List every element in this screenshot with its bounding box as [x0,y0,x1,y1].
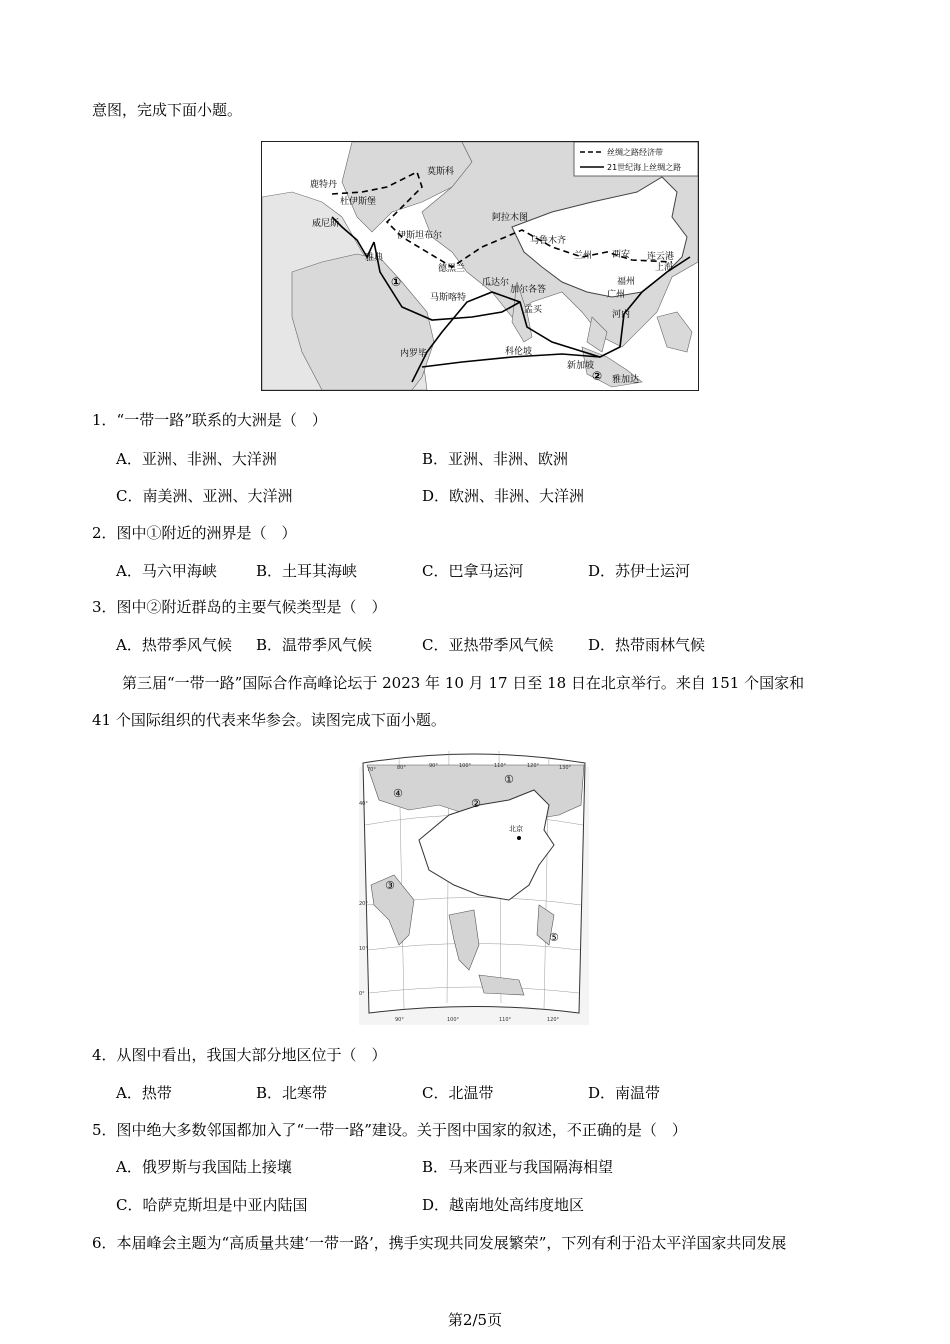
city-label: 鹿特丹 [310,180,338,190]
svg-text:90°: 90° [429,763,438,769]
belt-and-road-map [261,141,699,391]
q3-option-b[interactable]: B．温带季风气候 [256,636,373,654]
question-6-stem: 本届峰会主题为“高质量共建‘一带一路’，携手实现共同发展繁荣”，下列有利于沿太平洋国家共同发展 [116,1234,787,1252]
question-2-stem: 图中①附近的洲界是（ ） [116,524,297,542]
city-label: 孟买 [524,305,543,315]
city-label: 威尼斯 [312,219,340,229]
city-label: 福州 [617,277,636,287]
city-label: 连云港 [647,252,675,262]
city-label: 德黑兰 [438,264,466,274]
q2-option-a[interactable]: A．马六甲海峡 [116,562,217,580]
q1-option-d[interactable]: D．欧洲、非洲、大洋洲 [422,487,585,505]
q3-option-d[interactable]: D．热带雨林气候 [588,636,706,654]
q2-option-c[interactable]: C．巴拿马运河 [422,562,524,580]
question-4-stem: 从图中看出，我国大部分地区位于（ ） [116,1046,387,1064]
marker-1: ① [391,275,402,289]
asia-map [359,745,589,1025]
svg-text:120°: 120° [547,1017,560,1023]
city-label: 河内 [612,310,631,320]
passage-line-1: 第三届“一带一路”国际合作高峰论坛于 2023 年 10 月 17 日至 18 日在北京举行。来自 151 个国家和 [122,674,805,692]
svg-text:90°: 90° [395,1017,404,1023]
q5-option-a[interactable]: A．俄罗斯与我国陆上接壤 [116,1158,292,1176]
city-label: 科伦坡 [505,347,533,357]
city-label: 伊斯坦布尔 [397,231,443,241]
svg-text:10°: 10° [359,946,368,952]
map2-marker-2: ② [471,797,481,810]
q5-option-c[interactable]: C．哈萨克斯坦是中亚内陆国 [116,1196,308,1214]
marker-2: ② [592,369,603,383]
beijing-label: 北京 [509,825,523,833]
city-label: 广州 [607,290,626,300]
svg-text:20°: 20° [359,901,368,907]
svg-text:70°: 70° [367,767,376,773]
q1-option-b[interactable]: B．亚洲、非洲、欧洲 [422,450,569,468]
svg-text:120°: 120° [527,763,540,769]
legend-maritime: 21世纪海上丝绸之路 [607,163,682,172]
city-label: 内罗毕 [400,349,428,359]
q4-option-d[interactable]: D．南温带 [588,1084,661,1102]
q2-option-d[interactable]: D．苏伊士运河 [588,562,691,580]
city-label: 加尔各答 [510,285,547,295]
map2-marker-4: ④ [393,787,403,800]
q4-option-c[interactable]: C．北温带 [422,1084,494,1102]
city-label: 莫斯科 [427,167,455,177]
passage-line-2: 41 个国际组织的代表来华参会。读图完成下面小题。 [92,711,446,729]
question-5-stem: 图中绝大多数邻国都加入了“一带一路”建设。关于图中国家的叙述，不正确的是（ ） [116,1121,687,1139]
city-label: 瓜达尔 [482,278,510,288]
map2-marker-5: ⑤ [549,931,559,944]
map2-marker-3: ③ [385,879,395,892]
city-label: 阿拉木图 [492,213,529,223]
q1-option-c[interactable]: C．南美洲、亚洲、大洋洲 [116,487,293,505]
page-footer: 第2/5页 [447,1311,503,1329]
question-1-stem: “一带一路”联系的大洲是（ ） [116,411,327,429]
city-label: 新加坡 [567,361,595,371]
svg-text:110°: 110° [494,763,507,769]
legend-belt: 丝绸之路经济带 [607,148,663,157]
intro-tail: 意图，完成下面小题。 [92,101,243,119]
city-label: 西安 [612,250,631,260]
city-label: 杜伊斯堡 [340,197,377,207]
svg-text:0°: 0° [359,991,365,997]
city-label: 雅典 [365,253,384,263]
q1-option-a[interactable]: A．亚洲、非洲、大洋洲 [116,450,277,468]
q4-option-b[interactable]: B．北寒带 [256,1084,328,1102]
city-label: 兰州 [574,251,593,261]
question-3-stem: 图中②附近群岛的主要气候类型是（ ） [116,598,387,616]
city-label: 马斯喀特 [430,293,467,303]
svg-text:130°: 130° [559,765,572,771]
svg-text:100°: 100° [459,763,472,769]
city-label: 乌鲁木齐 [530,236,567,246]
city-label: 雅加达 [612,375,640,385]
q5-option-b[interactable]: B．马来西亚与我国隔海相望 [422,1158,614,1176]
svg-text:80°: 80° [397,765,406,771]
q3-option-a[interactable]: A．热带季风气候 [116,636,232,654]
svg-text:40°: 40° [359,801,368,807]
q3-option-c[interactable]: C．亚热带季风气候 [422,636,554,654]
city-label: 上海 [655,263,674,273]
map2-marker-1: ① [504,773,514,786]
q4-option-a[interactable]: A．热带 [116,1084,172,1102]
q5-option-d[interactable]: D．越南地处高纬度地区 [422,1196,585,1214]
q2-option-b[interactable]: B．土耳其海峡 [256,562,358,580]
svg-text:110°: 110° [499,1017,512,1023]
svg-text:100°: 100° [447,1017,460,1023]
